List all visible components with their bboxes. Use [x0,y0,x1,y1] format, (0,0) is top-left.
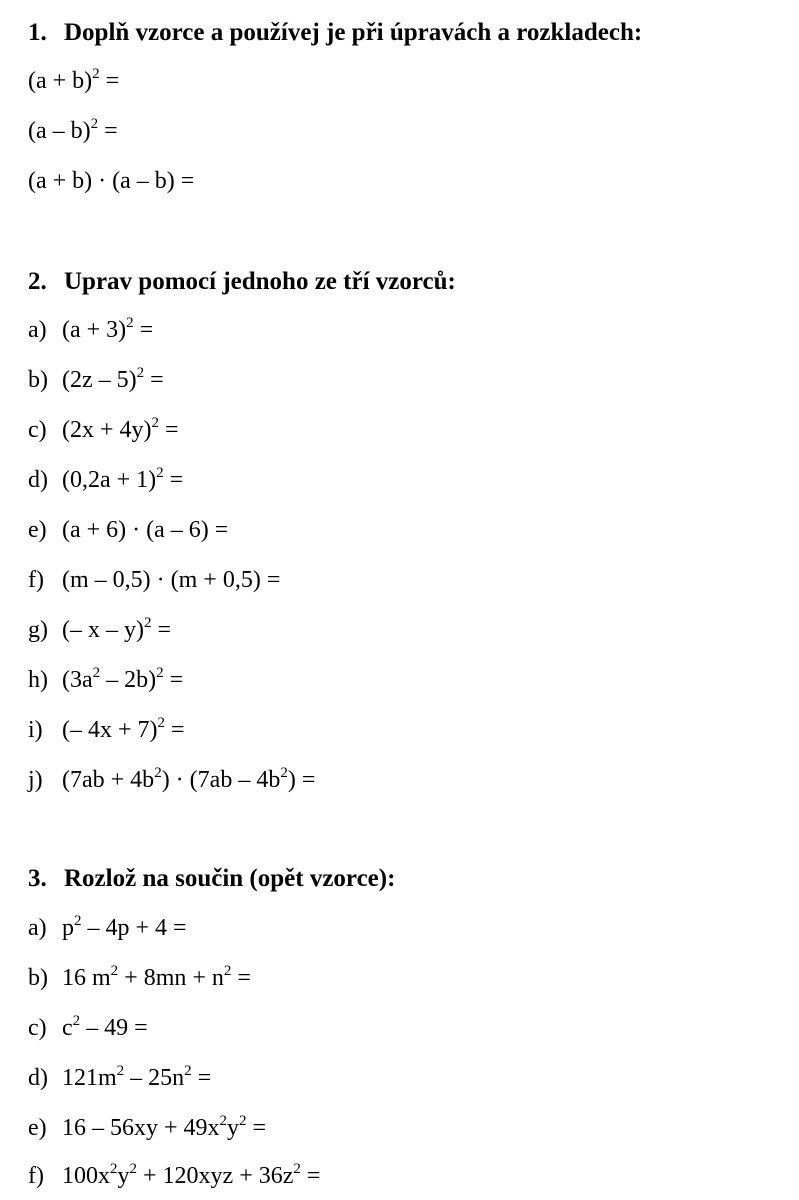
exercise-expression: $(0,2a + 1)^2$ = [62,465,184,493]
exercise-expression: $100x^2y^2 + 120xyz + 36z^2$ = [62,1161,321,1189]
exercise-item [28,913,187,941]
exercise-item [28,715,185,743]
exercise-expression: (a – b)$^2$ = [28,116,118,144]
exercise-expression: (a + 6) · (a – 6) = [62,517,229,543]
section-title: Rozlož na součin (opět vzorce): [64,865,396,892]
exercise-expression: $16 - 56xy + 49x^2y^2$ = [62,1113,267,1141]
exercise-expression: (2z – 5)$^2$ = [62,365,164,393]
exponent: 2 [90,116,99,132]
exponent: 2 [156,465,164,481]
exercise-item [28,66,120,94]
exponent: 2 [239,1113,247,1129]
exponent: 2 [280,765,288,781]
exercise-label: d) [28,467,48,493]
exercise-label: c) [28,1015,47,1041]
exercise-expression: (m – 0,5) · (m + 0,5) = [62,567,281,593]
exercise-item [28,415,179,443]
exercise-item [28,1113,267,1141]
exponent: 2 [151,415,160,431]
section-1-heading [28,20,642,45]
exercise-item [28,615,172,643]
exponent: 2 [110,963,119,979]
exercise-label: d) [28,1065,48,1091]
exercise-item [28,765,316,793]
exercise-expression: (– 4x + 7)$^2$ = [62,715,185,743]
exercise-expression: $(3a^2 - 2b)^2$ = [62,665,184,693]
exponent: 2 [143,615,152,631]
exponent: 2 [184,1063,192,1079]
exponent: 2 [116,1063,125,1079]
exponent: 2 [136,365,145,381]
exponent: 2 [156,665,164,681]
exponent: 2 [219,1113,228,1129]
exercise-expression: $(a + b)^2$ = [28,66,120,94]
section-3-heading [28,866,395,891]
exercise-item [28,1013,148,1041]
exercise-label: e) [28,517,47,543]
exercise-expression: $c^2 - 49$ = [62,1013,148,1041]
exercise-expression: $p^2 - 4p + 4$ = [62,913,187,941]
exercise-item [28,116,118,144]
exponent: 2 [72,1013,81,1029]
exponent: 2 [126,315,134,331]
section-title: Uprav pomocí jednoho ze tří vzorců: [64,268,456,295]
exponent: 2 [110,1161,118,1177]
exercise-label: h) [28,667,48,693]
exponent: 2 [157,715,166,731]
section-number: 1. [28,19,47,46]
exercise-label: e) [28,1115,47,1141]
section-2-heading [28,269,456,294]
exercise-expression: $(a + 3)^2$ = [62,315,154,343]
exponent: 2 [92,665,101,681]
exponent: 2 [129,1161,137,1177]
exercise-item [28,963,251,991]
exercise-label: f) [28,1163,44,1189]
exercise-label: a) [28,317,47,343]
exponent: 2 [92,66,100,82]
exponent: 2 [293,1161,301,1177]
exercise-label: i) [28,717,43,743]
exponent: 2 [74,913,82,929]
exercise-label: b) [28,965,48,991]
exercise-item [28,465,184,493]
exercise-label: a) [28,915,47,941]
exercise-label: c) [28,417,47,443]
exercise-expression: 16 $m^2 + 8mn + n^2$ = [62,963,251,991]
exercise-label: f) [28,567,44,593]
exercise-label: g) [28,617,48,643]
exercise-item [28,518,228,542]
exercise-item [28,665,184,693]
exercise-label: b) [28,367,48,393]
exercise-expression: (a + b) · (a – b) = [28,168,195,194]
exercise-label: j) [28,767,43,793]
exercise-item [28,568,280,592]
exercise-item [28,1161,321,1189]
exercise-expression: $(2x + 4y)^2$ = [62,415,179,443]
exponent: 2 [223,963,232,979]
exercise-item [28,365,164,393]
section-number: 3. [28,865,47,892]
exponent: 2 [154,765,162,781]
exercise-item [28,169,194,193]
section-number: 2. [28,268,47,295]
exercise-expression: $121m^2 - 25n^2$ = [62,1063,212,1091]
exercise-expression: (– x – y)$^2$ = [62,615,172,643]
section-title: Doplň vzorce a používej je při úpravách a rozkladech: [64,19,643,46]
exercise-item [28,1063,212,1091]
exercise-expression: $(7ab + 4b^2) \cdot (7ab - 4b^2)$ = [62,765,316,793]
exercise-item [28,315,154,343]
